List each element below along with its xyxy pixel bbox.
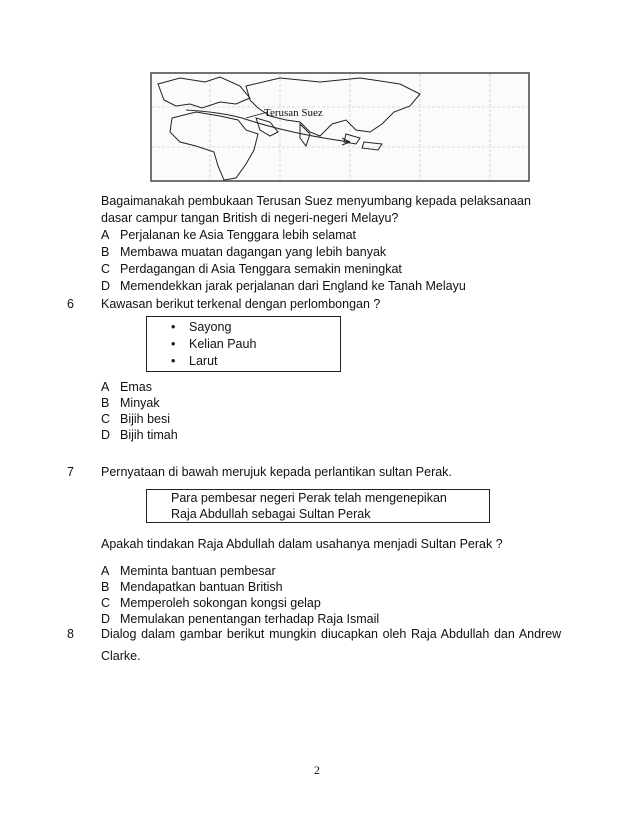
suez-canal-map — [150, 72, 530, 182]
option-text: Bijih timah — [120, 428, 178, 442]
option-text: Perjalanan ke Asia Tenggara lebih selamat — [120, 228, 357, 242]
q5-option-c — [101, 261, 402, 277]
option-text: Memperoleh sokongan kongsi gelap — [120, 596, 321, 610]
q7-option-a — [101, 563, 276, 579]
option-letter: D — [101, 428, 111, 442]
q8-stem-line-2: Clarke. — [101, 649, 141, 663]
q8-stem-line-1: Dialog dalam gambar berikut mungkin diucapkan oleh Raja Abdullah dan Andrew — [101, 627, 562, 641]
q7-statement-box — [146, 489, 490, 523]
bullet-item-sayong: Sayong — [189, 320, 232, 334]
option-text: Emas — [120, 380, 152, 394]
option-text: Perdagangan di Asia Tenggara semakin meningkat — [120, 262, 402, 276]
q5-option-a — [101, 227, 356, 243]
option-letter: B — [101, 396, 110, 410]
page-number: 2 — [314, 763, 320, 777]
q7-option-c — [101, 595, 321, 611]
option-text: Memulakan penentangan terhadap Raja Ismail — [120, 612, 380, 626]
bullet-item-larut: Larut — [189, 354, 218, 368]
option-letter: A — [101, 228, 110, 242]
q5-option-b — [101, 244, 386, 260]
option-letter: C — [101, 412, 111, 426]
q6-option-c — [101, 411, 170, 427]
q7-statement-line-2: Raja Abdullah sebagai Sultan Perak — [171, 507, 371, 521]
q6-option-d — [101, 427, 178, 443]
q5-stem-line-1: Bagaimanakah pembukaan Terusan Suez menyumbang kepada pelaksanaan — [101, 194, 531, 208]
q6-stem: Kawasan berikut terkenal dengan perlombongan ? — [101, 297, 381, 311]
q6-option-a — [101, 379, 152, 395]
q5-stem-line-2: dasar campur tangan British di negeri-negeri Melayu? — [101, 211, 399, 225]
option-text: Meminta bantuan pembesar — [120, 564, 276, 578]
option-letter: D — [101, 279, 111, 293]
q7-number: 7 — [67, 465, 74, 479]
q7-question: Apakah tindakan Raja Abdullah dalam usahanya menjadi Sultan Perak ? — [101, 537, 503, 551]
q8-number: 8 — [67, 627, 74, 641]
option-text: Membawa muatan dagangan yang lebih banyak — [120, 245, 387, 259]
map-label: Terusan Suez — [264, 107, 323, 119]
bullet-icon: • — [171, 354, 176, 368]
option-text: Bijih besi — [120, 412, 171, 426]
option-letter: C — [101, 596, 111, 610]
option-letter: A — [101, 564, 110, 578]
option-text: Memendekkan jarak perjalanan dari England ke Tanah Melayu — [120, 279, 466, 293]
option-letter: A — [101, 380, 110, 394]
option-letter: B — [101, 580, 110, 594]
q6-bullet-box — [146, 316, 341, 372]
bullet-icon: • — [171, 337, 176, 351]
option-letter: B — [101, 245, 110, 259]
q7-option-d — [101, 611, 379, 627]
option-text: Mendapatkan bantuan British — [120, 580, 283, 594]
bullet-item-kelian-pauh: Kelian Pauh — [189, 337, 257, 351]
q5-option-d — [101, 278, 466, 294]
bullet-icon: • — [171, 320, 176, 334]
q7-option-b — [101, 579, 283, 595]
option-text: Minyak — [120, 396, 160, 410]
q6-option-b — [101, 395, 160, 411]
q7-stem: Pernyataan di bawah merujuk kepada perlantikan sultan Perak. — [101, 465, 452, 479]
q7-statement-line-1: Para pembesar negeri Perak telah mengenepikan — [171, 491, 447, 505]
option-letter: C — [101, 262, 111, 276]
q6-number: 6 — [67, 297, 74, 311]
option-letter: D — [101, 612, 111, 626]
